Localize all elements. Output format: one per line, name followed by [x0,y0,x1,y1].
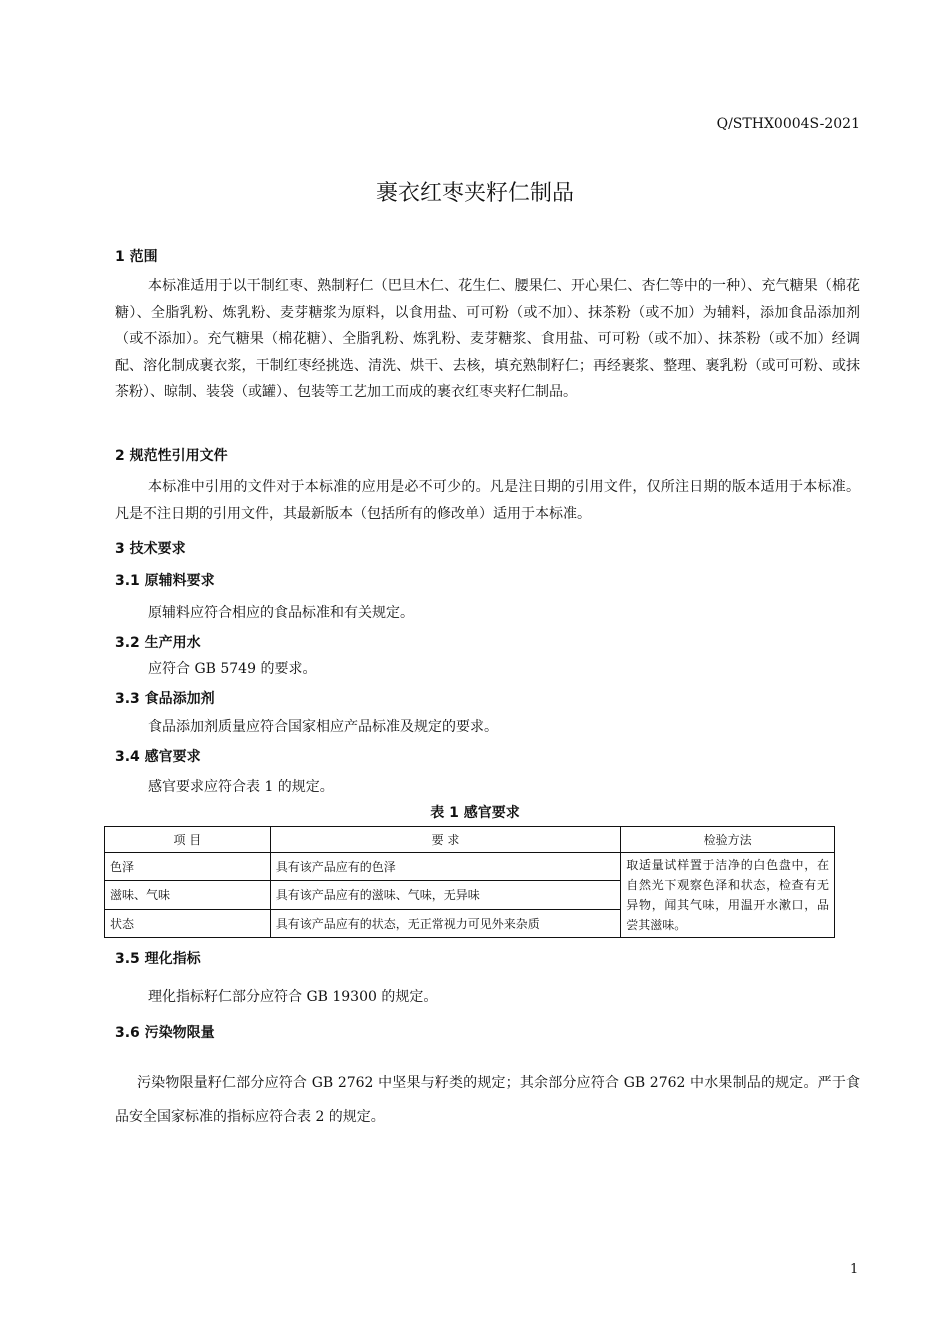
table-cell-item: 滋味、气味 [105,881,271,909]
section-3-6-heading: 3.6 污染物限量 [115,1025,215,1041]
table-cell-item: 色泽 [105,853,271,881]
section-2-body: 本标准中引用的文件对于本标准的应用是必不可少的。凡是注日期的引用文件，仅所注日期的版本适用于本标准。凡是不注日期的引用文件，其最新版本（包括所有的修改单）适用于本标准。 [115,479,860,522]
table-cell-requirement: 具有该产品应有的滋味、气味，无异味 [270,881,620,909]
section-3-4-heading: 3.4 感官要求 [115,749,201,765]
table-header-requirement: 要 求 [270,827,620,853]
section-3-heading: 3 技术要求 [115,541,186,557]
section-2-heading: 2 规范性引用文件 [115,448,228,464]
section-3-2-heading: 3.2 生产用水 [115,635,201,651]
doc-code: Q/STHX0004S-2021 [716,116,860,132]
table-header-item: 项 目 [105,827,271,853]
table-1-caption: 表 1 感官要求 [430,805,520,821]
section-3-4-body: 感官要求应符合表 1 的规定。 [148,779,334,795]
section-3-1-body: 原辅料应符合相应的食品标准和有关规定。 [148,605,414,621]
section-3-3-heading: 3.3 食品添加剂 [115,691,215,707]
table-cell-method: 取适量试样置于洁净的白色盘中，在自然光下观察色泽和状态，检查有无异物，闻其气味，用温开水漱口，品尝其滋味。 [621,853,835,938]
section-3-5-heading: 3.5 理化指标 [115,951,201,967]
table-cell-requirement: 具有该产品应有的色泽 [270,853,620,881]
page-number: 1 [850,1262,859,1277]
table-header-row [105,827,835,853]
section-1-body: 本标准适用于以干制红枣、熟制籽仁（巴旦木仁、花生仁、腰果仁、开心果仁、杏仁等中的一种）、充气糖果（棉花糖）、全脂乳粉、炼乳粉、麦芽糖浆为原料，以食用盐、可可粉（或不加）、抹茶粉（或不加）为辅料，添加食品添加剂（或不添加）。充气糖果（棉花糖）、全脂乳粉、炼乳粉、麦芽糖浆、食用盐、可可粉（或不加）、抹茶粉（或不加）经调配、溶化制成裹衣浆，干制红枣经挑选、清洗、烘干、去核，填充熟制籽仁；再经裹浆、整理、裹乳粉（或可可粉、或抹茶粉）、晾制、装袋（或罐）、包装等工艺加工而成的裹衣红枣夹籽仁制品。 [115,278,860,400]
table-cell-requirement: 具有该产品应有的状态，无正常视力可见外来杂质 [270,909,620,937]
section-3-2-body: 应符合 GB 5749 的要求。 [148,661,317,677]
table-cell-item: 状态 [105,909,271,937]
section-3-3-body: 食品添加剂质量应符合国家相应产品标准及规定的要求。 [148,719,498,735]
section-3-5-body: 理化指标籽仁部分应符合 GB 19300 的规定。 [148,989,438,1005]
section-3-1-heading: 3.1 原辅料要求 [115,573,215,589]
page-title: 裹衣红枣夹籽仁制品 [375,181,574,206]
table-row [105,853,835,881]
section-3-6-body: 污染物限量籽仁部分应符合 GB 2762 中坚果与籽类的规定；其余部分应符合 GB 2762 中水果制品的规定。严于食品安全国家标准的指标应符合表 2 的规定。 [115,1075,860,1125]
sensory-table [104,826,835,938]
section-1-heading: 1 范围 [115,249,158,265]
table-header-method: 检验方法 [621,827,835,853]
